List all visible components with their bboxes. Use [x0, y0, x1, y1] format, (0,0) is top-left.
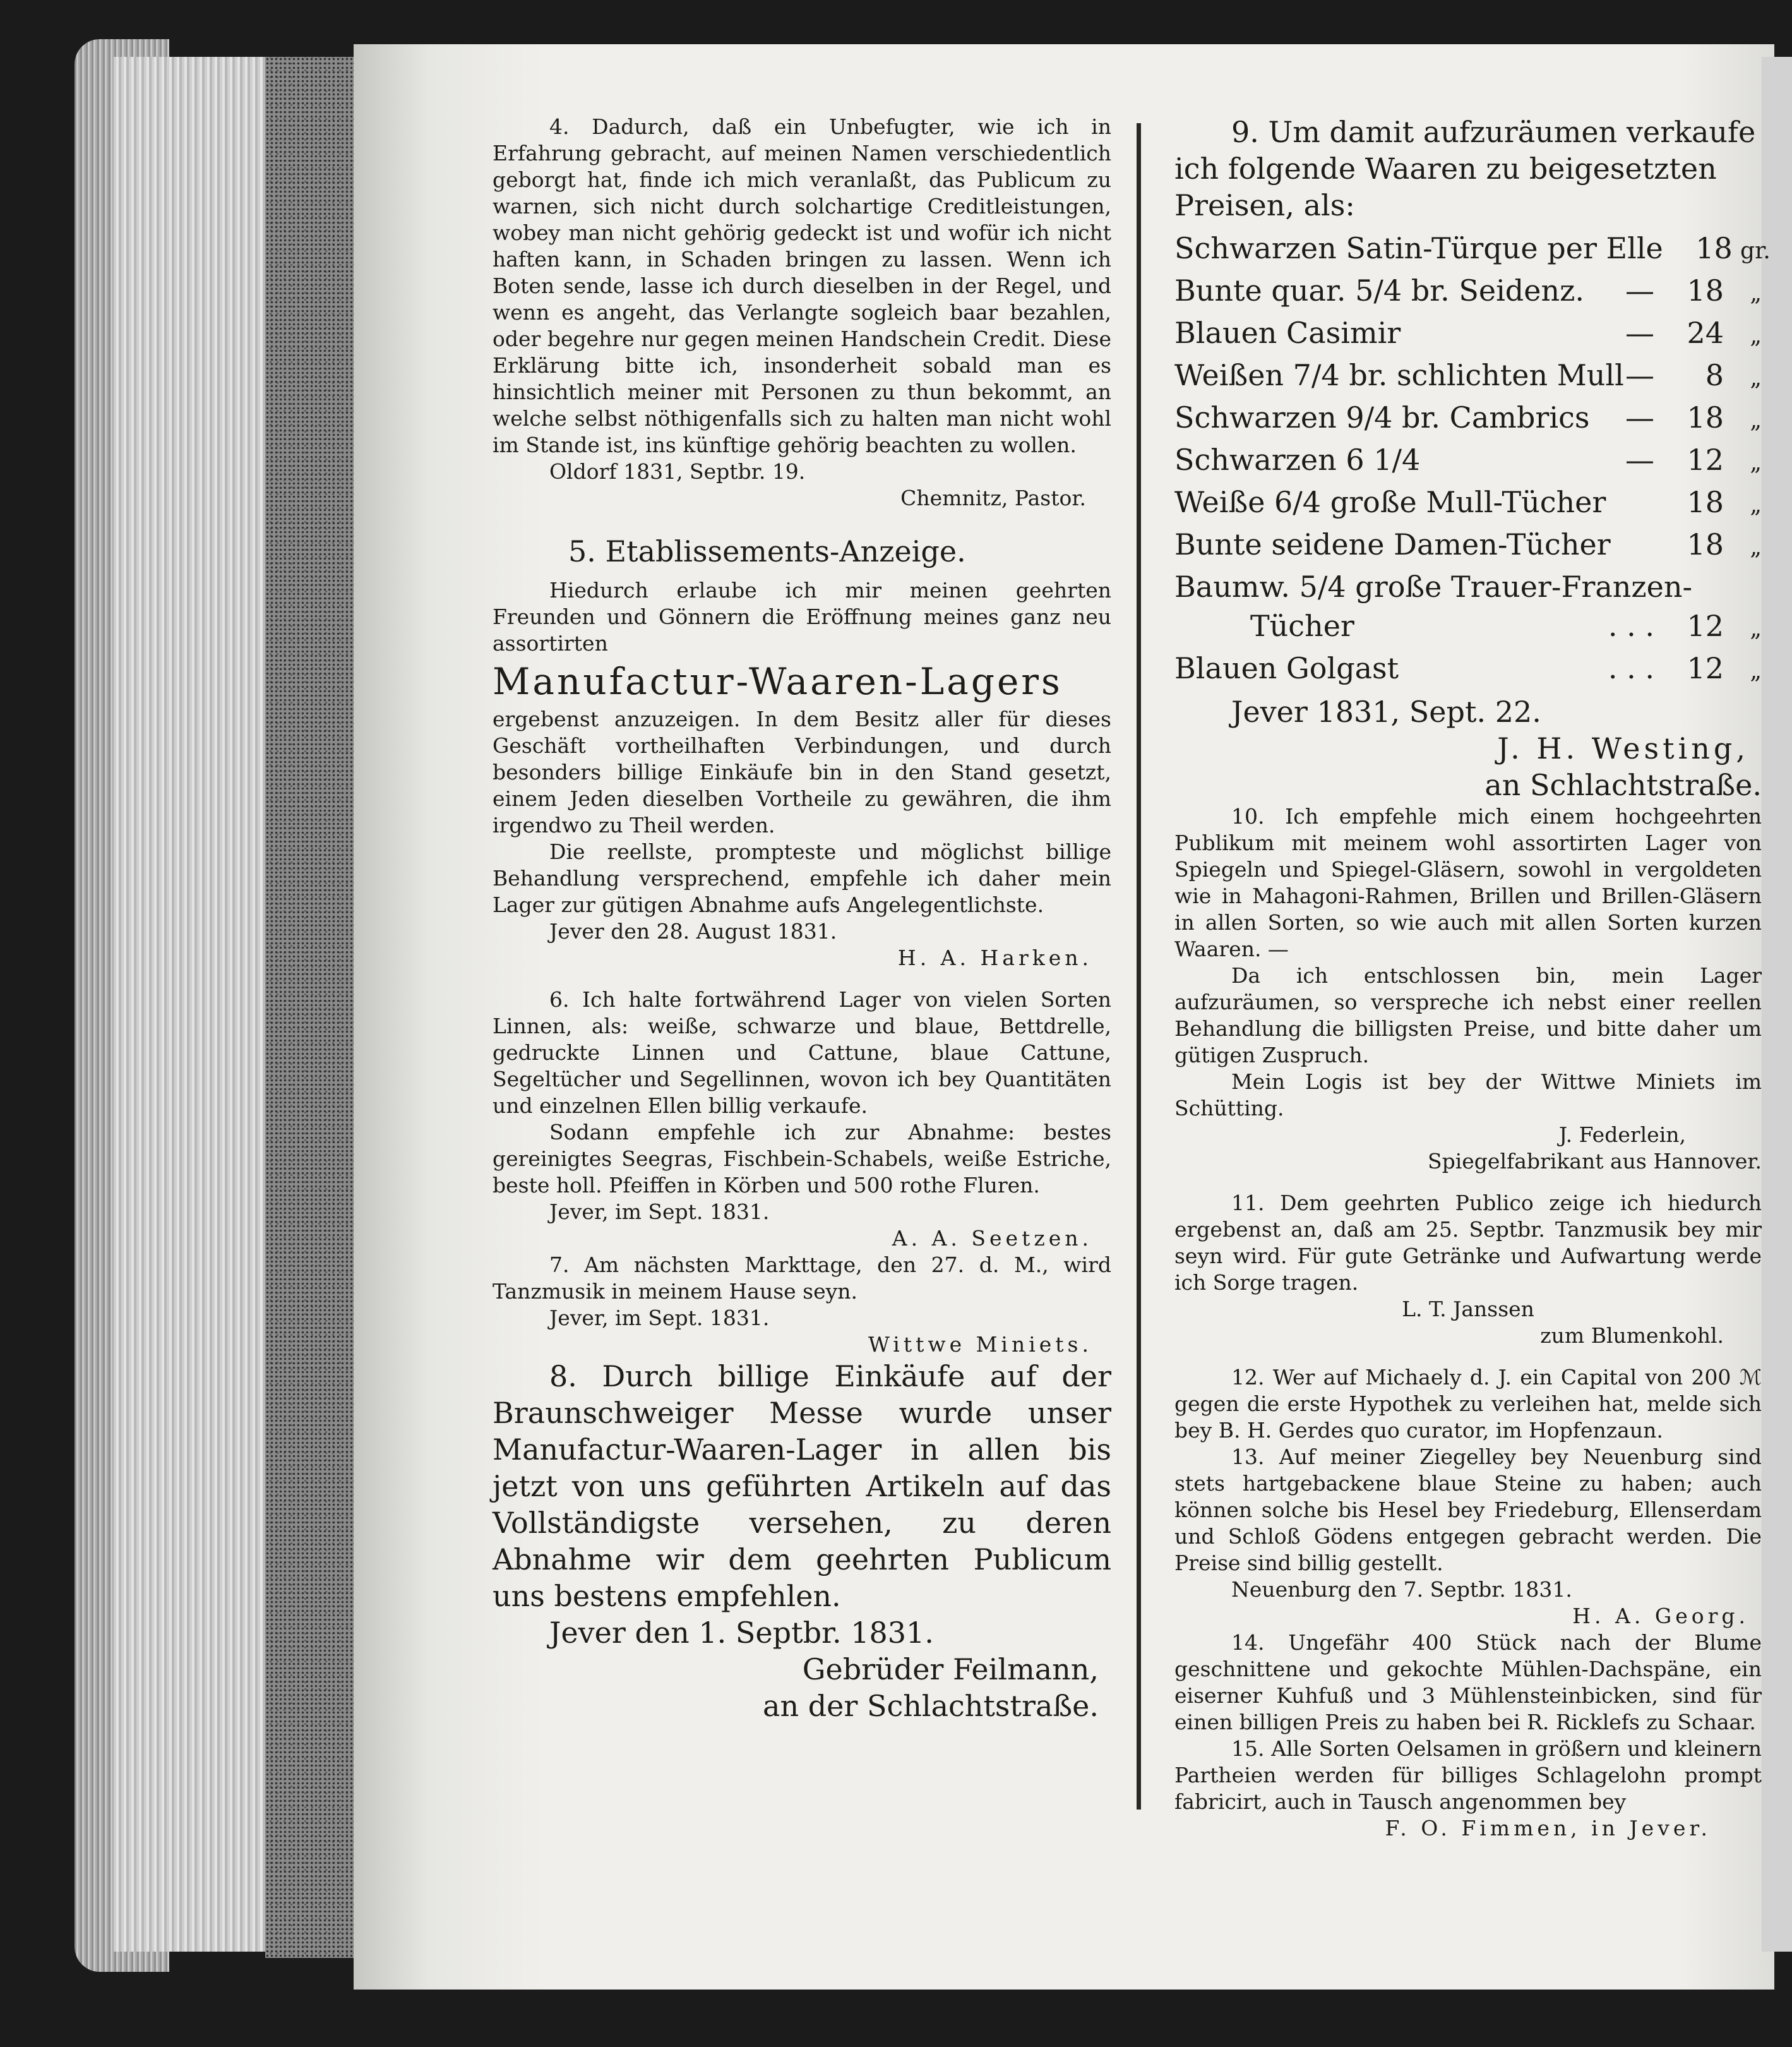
- ad-5-place-date: Jever den 28. August 1831.: [549, 919, 837, 944]
- ad-5-signature: H. A. Harken.: [897, 945, 1092, 970]
- ad-5-intro: Hiedurch erlaube ich mir meinen geehrten Freunden und Gönnern die Eröffnung meines ganz neu assortirten: [493, 578, 1111, 656]
- price-item-unit: „: [1750, 323, 1762, 349]
- price-item-dash: . . .: [1608, 609, 1654, 643]
- price-item-unit: „: [1750, 407, 1762, 433]
- price-item-unit: „: [1750, 492, 1762, 518]
- price-item-dash: —: [1625, 443, 1654, 477]
- ad-15-text: 15. Alle Sorten Oelsamen in größern und kleinern Partheien werden für billiges Schlagelohn prompt fabricirt, auch in Tausch angenommen bey: [1174, 1736, 1762, 1814]
- ad-13: [1174, 1444, 1762, 1630]
- ad-7-place-date: Jever, im Sept. 1831.: [549, 1306, 770, 1330]
- price-item-name: Schwarzen 9/4 br. Cambrics: [1174, 400, 1590, 435]
- ad-10-text3: Mein Logis ist bey der Wittwe Miniets im Schütting.: [1174, 1069, 1762, 1120]
- ad-8-signature-address: an der Schlachtstraße.: [763, 1689, 1099, 1723]
- ad-15: [1174, 1736, 1762, 1842]
- ad-6-text: 6. Ich halte fortwährend Lager von vielen Sorten Linnen, als: weiße, schwarze und blaue, Bettdrelle, gedruckte Linnen und Cattune, blaue Cattune, Segeltücher und Segellinnen, wovon ich bey Quantitäten und einzelnen Ellen billig verkaufe.: [493, 987, 1111, 1118]
- ad-8: [493, 1358, 1111, 1724]
- price-item-name: Bunte quar. 5/4 br. Seidenz.: [1174, 273, 1584, 308]
- ad-9: [1174, 114, 1771, 803]
- ad-5-heading: 5. Etablissements-Anzeige.: [568, 534, 966, 568]
- ad-7-text: 7. Am nächsten Markttage, den 27. d. M., wird Tanzmusik in meinem Hause seyn.: [493, 1252, 1111, 1304]
- price-item-name: Schwarzen Satin-Türque per Elle: [1174, 231, 1663, 265]
- price-row: [1174, 271, 1762, 313]
- price-item-value: 24: [1687, 316, 1724, 350]
- column-divider: [1137, 123, 1141, 1810]
- price-item-unit: „: [1750, 534, 1762, 560]
- left-column: [493, 114, 1111, 1724]
- price-item-value: 12: [1687, 443, 1724, 477]
- ad-9-signature: J. H. Westing,: [1497, 731, 1749, 765]
- price-item-value: 8: [1705, 358, 1724, 392]
- right-column: [1174, 114, 1771, 1842]
- price-item-value: 18: [1695, 231, 1733, 265]
- ad-14-text: 14. Ungefähr 400 Stück nach der Blume geschnittene und gekochte Mühlen-Dachspäne, ein eiserner Kuhfuß und 3 Mühlensteinbicken, sind für einen billigen Preis zu haben bei R. Ricklefs zu Schaar.: [1174, 1630, 1762, 1734]
- price-item-unit: „: [1750, 280, 1762, 306]
- price-item-value: 12: [1687, 651, 1724, 685]
- ad-10: [1174, 803, 1762, 1175]
- price-item-name: Baumw. 5/4 große Trauer-Franzen-: [1174, 570, 1693, 604]
- ad-5-text: ergebenst anzuzeigen. In dem Besitz aller für dieses Geschäft vortheilhaften Verbindungen, und durch besonders billige Einkäufe bin in den Stand gesetzt, einem Jeden dieselben Vortheile zu gewähren, die ihm irgendwo zu Theil werden.: [493, 707, 1111, 837]
- ad-8-place-date: Jever den 1. Septbr. 1831.: [549, 1616, 934, 1650]
- price-item-value: 18: [1687, 273, 1724, 308]
- price-item-name: Bunte seidene Damen-Tücher: [1174, 527, 1611, 561]
- price-item-name: Weiße 6/4 große Mull-Tücher: [1174, 485, 1606, 519]
- next-page-edge: [1762, 57, 1792, 1952]
- ad-11-signature-place: zum Blumenkohl.: [1540, 1323, 1724, 1348]
- price-item-unit: „: [1750, 616, 1762, 642]
- price-row: [1174, 440, 1762, 483]
- ad-6: [493, 987, 1111, 1252]
- price-list: [1174, 229, 1771, 691]
- ad-5: [493, 533, 1111, 971]
- ad-9-title: 9. Um damit aufzuräumen verkaufe ich folgende Waaren zu beigesetzten Preisen, als:: [1174, 115, 1756, 222]
- price-row: [1174, 229, 1771, 271]
- ad-4-place-date: Oldorf 1831, Septbr. 19.: [549, 459, 806, 484]
- ad-10-signature: J. Federlein,: [1558, 1122, 1686, 1147]
- price-item-unit: „: [1750, 365, 1762, 391]
- ad-10-text2: Da ich entschlossen bin, mein Lager aufzuräumen, so verspreche ich nebst einer reellen Behandlung die billigsten Preise, und bitte daher um gütigen Zuspruch.: [1174, 963, 1762, 1067]
- ad-15-signature: F. O. Fimmen, in Jever.: [1385, 1816, 1711, 1840]
- price-row: [1174, 525, 1762, 567]
- ad-8-text: 8. Durch billige Einkäufe auf der Braunschweiger Messe wurde unser Manufactur-Waaren-Lager in allen bis jetzt von uns geführten Artikeln auf das Vollständigste versehen, zu deren Abnahme wir dem geehrten Publicum uns bestens empfehlen.: [493, 1359, 1111, 1613]
- price-item-unit: gr.: [1740, 238, 1771, 264]
- ad-4-signature: Chemnitz, Pastor.: [900, 486, 1086, 510]
- ad-7: [493, 1252, 1111, 1358]
- price-row: [1174, 356, 1762, 398]
- price-item-name: Tücher: [1250, 609, 1354, 643]
- price-item-name: Weißen 7/4 br. schlichten Mull: [1174, 358, 1624, 392]
- price-row: [1174, 567, 1762, 606]
- ad-13-signature: H. A. Georg.: [1572, 1604, 1749, 1628]
- ad-9-place-date: Jever 1831, Sept. 22.: [1231, 695, 1541, 729]
- price-item-unit: „: [1750, 450, 1762, 476]
- book-cover-edge: [114, 57, 265, 1952]
- price-item-dash: —: [1625, 358, 1654, 392]
- price-row: [1174, 398, 1762, 440]
- price-item-dash: —: [1625, 273, 1654, 308]
- ad-4: [493, 114, 1111, 512]
- price-item-value: 18: [1687, 527, 1724, 561]
- ad-12: [1174, 1364, 1762, 1444]
- ad-11-signature: L. T. Janssen: [1402, 1297, 1534, 1321]
- ad-13-place-date: Neuenburg den 7. Septbr. 1831.: [1231, 1577, 1572, 1602]
- price-row: [1174, 606, 1762, 649]
- ad-9-signature-address: an Schlachtstraße.: [1484, 768, 1762, 802]
- ad-8-signature: Gebrüder Feilmann,: [802, 1652, 1099, 1686]
- ad-14: [1174, 1630, 1762, 1736]
- price-row: [1174, 649, 1762, 691]
- ad-6-signature: A. A. Seetzen.: [892, 1226, 1092, 1251]
- price-row: [1174, 313, 1762, 356]
- price-item-value: 18: [1687, 485, 1724, 519]
- ad-5-big-title: Manufactur-Waaren-Lagers: [493, 660, 1063, 703]
- price-item-name: Schwarzen 6 1/4: [1174, 443, 1421, 477]
- price-item-dash: —: [1625, 400, 1654, 435]
- ad-6-text2: Sodann empfehle ich zur Abnahme: bestes gereinigtes Seegras, Fischbein-Schabels, weiße Estriche, beste holl. Pfeiffen in Körben und 500 rothe Fluren.: [493, 1120, 1111, 1198]
- ad-11-text: 11. Dem geehrten Publico zeige ich hiedurch ergebenst an, daß am 25. Septbr. Tanzmusik bey mir seyn wird. Für gute Getränke und Aufwartung werde ich Sorge tragen.: [1174, 1191, 1762, 1295]
- price-row: [1174, 483, 1762, 525]
- price-item-value: 18: [1687, 400, 1724, 435]
- ad-13-text: 13. Auf meiner Ziegelley bey Neuenburg sind stets hartgebackene blaue Steine zu haben; auch können solche bis Hesel bey Friedeburg, Ellenserdam und Schloß Gödens entgegen gebracht werden. Die Preise sind billig gestellt.: [1174, 1444, 1762, 1575]
- ad-4-text: 4. Dadurch, daß ein Unbefugter, wie ich in Erfahrung gebracht, auf meinen Namen verschiedentlich geborgt hat, finde ich mich veranlaßt, das Publicum zu warnen, sich nicht durch solchartige Creditleistungen, wobey man nicht gehörig gedeckt ist und wofür ich nicht haften kann, in Schaden bringen zu lassen. Wenn ich Boten sende, lasse ich durch dieselben in der Regel, und wenn es angeht, das Verlangte sogleich baar bezahlen, oder begehre nur gegen meinen Handschein Credit. Diese Erklärung bitte ich, insonderheit sobald man es hinsichtlich meiner mit Personen zu thun bekommt, an welche selbst nöthigenfalls sich zu halten man nicht wohl im Stande ist, ins künftige gehörig beachten zu wollen.: [493, 114, 1111, 457]
- price-item-dash: . . .: [1608, 651, 1654, 685]
- price-item-unit: „: [1750, 658, 1762, 684]
- ad-10-text: 10. Ich empfehle mich einem hochgeehrten Publikum mit meinem wohl assortirten Lager von Spiegeln und Spiegel-Gläsern, sowohl in vergoldeten wie in Mahagoni-Rahmen, Brillen und Brillen-Gläsern in allen Sorten, so wie auch mit allen Sorten kurzen Waaren. —: [1174, 804, 1762, 961]
- price-item-name: Blauen Casimir: [1174, 316, 1401, 350]
- price-item-dash: —: [1625, 316, 1654, 350]
- speckled-page-edge: [265, 57, 360, 1958]
- ad-11: [1174, 1190, 1762, 1349]
- price-item-name: Blauen Golgast: [1174, 651, 1399, 685]
- ad-6-place-date: Jever, im Sept. 1831.: [549, 1199, 770, 1224]
- ad-12-text: 12. Wer auf Michaely d. J. ein Capital von 200 ℳ gegen die erste Hypothek zu verleihen hat, melde sich bey B. H. Gerdes quo curator, im Hopfenzaun.: [1174, 1365, 1762, 1443]
- ad-7-signature: Wittwe Miniets.: [868, 1332, 1092, 1357]
- ad-5-text2: Die reellste, prompteste und möglichst billige Behandlung versprechend, empfehle ich daher mein Lager zur gütigen Abnahme aufs Angelegentlichste.: [493, 839, 1111, 917]
- ad-10-signature-title: Spiegelfabrikant aus Hannover.: [1427, 1149, 1762, 1174]
- price-item-value: 12: [1687, 609, 1724, 643]
